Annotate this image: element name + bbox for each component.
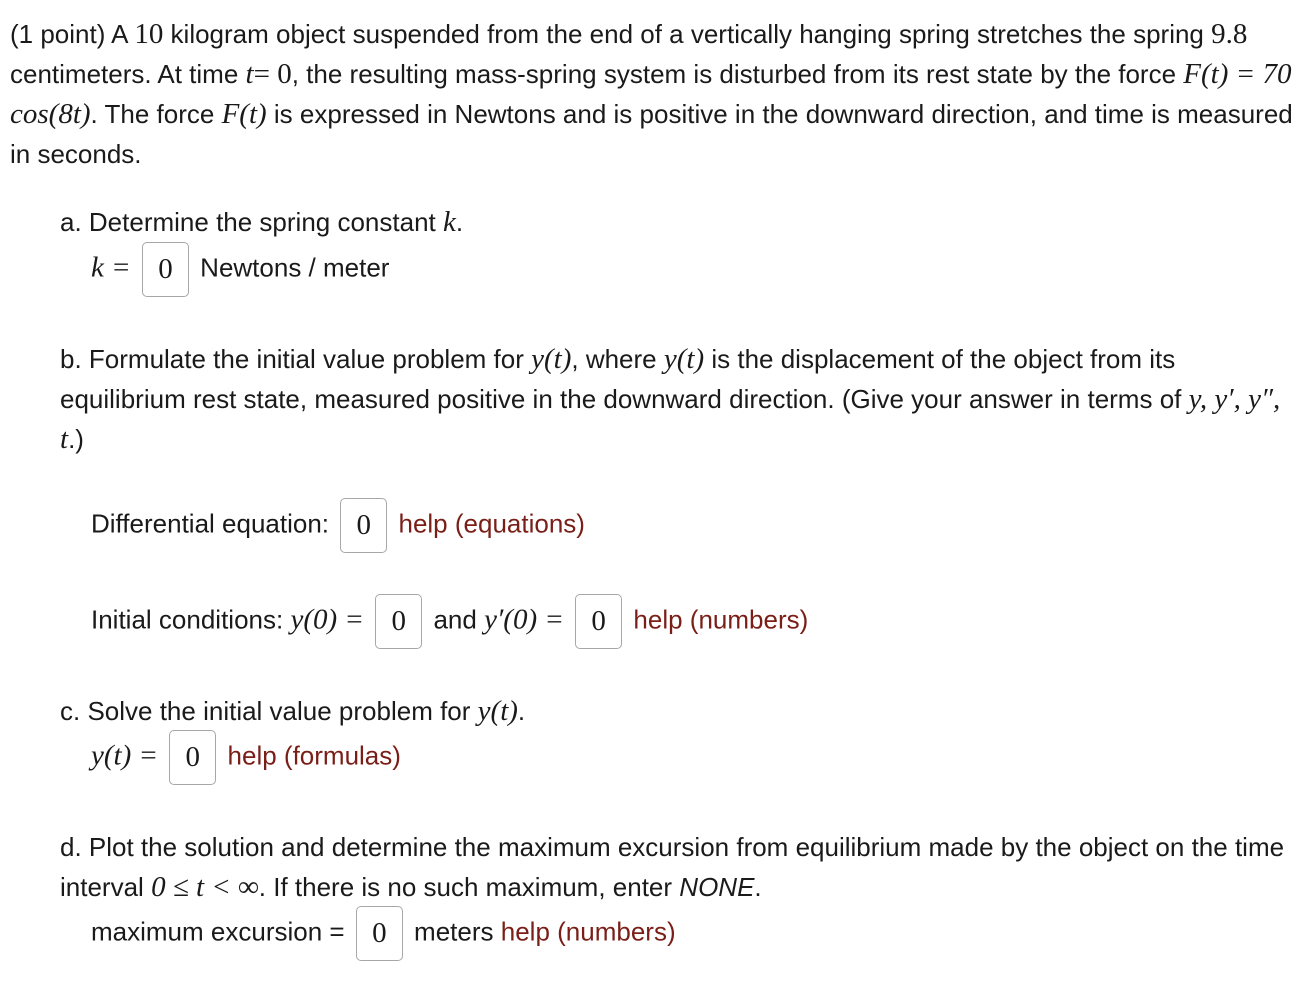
help-formulas-link[interactable]: help (formulas) (227, 740, 401, 771)
stretch-value: 9.8 (1211, 18, 1248, 50)
part-d-question (60, 827, 1300, 907)
time-zero: = 0 (253, 58, 292, 90)
y0-label: y(0) = (290, 603, 364, 636)
yp0-input[interactable]: 0 (575, 594, 622, 649)
intro-text-5: is expressed in Newtons and is positive in the downward direction, and time is measured in seconds. (10, 99, 1293, 169)
part-d-answer-row (91, 906, 676, 961)
k-input[interactable]: 0 (142, 242, 189, 297)
part-c-var: y(t) (477, 695, 518, 727)
part-b-yt: y(t) (531, 343, 572, 375)
part-d-text-1: d. Plot the solution and determine the maximum excursion from equilibrium made by the object on the time interval (60, 832, 1285, 902)
part-b-text-1: b. Formulate the initial value problem for (60, 344, 524, 374)
intro-text-4: . The force (90, 99, 215, 129)
part-a-var: k (443, 206, 456, 238)
force-expression: F(t) = 70 cos(8t) (10, 58, 1292, 130)
max-excursion-input[interactable]: 0 (356, 906, 403, 961)
differential-equation-row (91, 498, 585, 553)
max-excursion-label: maximum excursion = (91, 916, 345, 947)
max-excursion-unit: meters (414, 916, 494, 947)
part-a-question (60, 202, 1300, 242)
de-label: Differential equation: (91, 508, 330, 539)
help-numbers-link-d[interactable]: help (numbers) (500, 916, 676, 947)
time-variable: t (245, 58, 254, 90)
part-c-text: c. Solve the initial value problem for (60, 696, 471, 726)
ic-label: Initial conditions: (91, 604, 284, 635)
part-b-text-2: , where (571, 344, 657, 374)
yt-label: y(t) = (91, 739, 159, 772)
part-c-question (60, 691, 1300, 731)
intro-text-3: , the resulting mass-spring system is disturbed from its rest state by the force (291, 59, 1177, 89)
part-c-answer-row (91, 730, 401, 785)
none-keyword: NONE (679, 872, 755, 902)
intro-text-2: centimeters. At time (10, 59, 239, 89)
mass-value: 10 (134, 18, 164, 50)
time-interval: 0 ≤ t < ∞ (151, 871, 259, 903)
k-label: k = (91, 251, 131, 284)
and-label: and (433, 604, 477, 635)
problem-statement (10, 14, 1305, 174)
point-label: (1 point) A (10, 19, 128, 49)
help-numbers-link-ic[interactable]: help (numbers) (633, 604, 809, 635)
yp0-label: y′(0) = (484, 603, 564, 636)
part-d-text-2: . If there is no such maximum, enter (258, 872, 673, 902)
part-b-text-3: is the displacement of the object from its equilibrium rest state, measured positive in the downward direction. (Give your answer in terms of (60, 344, 1182, 414)
intro-text-1: kilogram object suspended from the end of a vertically hanging spring stretches the spring (170, 19, 1204, 49)
yt-input[interactable]: 0 (169, 730, 216, 785)
part-a-answer-row (91, 242, 389, 297)
help-equations-link[interactable]: help (equations) (398, 508, 585, 539)
y0-input[interactable]: 0 (375, 594, 422, 649)
part-b-text-4: .) (68, 424, 84, 454)
force-name: F(t) (221, 98, 267, 130)
initial-conditions-row (91, 594, 808, 649)
part-b-question (60, 339, 1300, 459)
part-b-yt-2: y(t) (663, 343, 705, 375)
part-a-text: a. Determine the spring constant (60, 207, 436, 237)
part-b-vars: y, y′, y″, t (60, 383, 1281, 455)
part-d-text-3: . (754, 872, 762, 902)
k-unit: Newtons / meter (200, 252, 390, 283)
part-a-period: . (455, 207, 464, 237)
de-input[interactable]: 0 (340, 498, 387, 553)
part-c-period: . (517, 696, 526, 726)
